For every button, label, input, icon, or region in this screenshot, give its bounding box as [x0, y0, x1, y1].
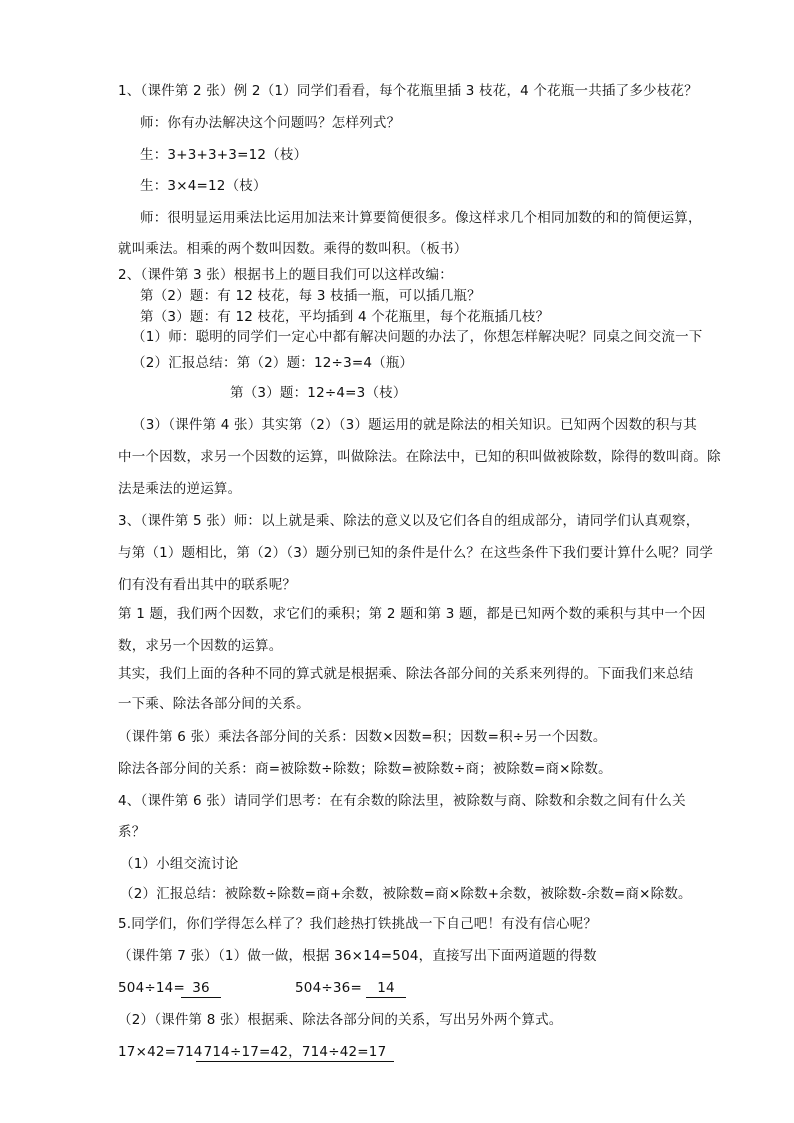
paragraph-line: 第（3）题：12÷4=3（枝）: [230, 385, 407, 401]
paragraph-line: （课件第 7 张）（1）做一做，根据 36×14=504，直接写出下面两道题的得数: [118, 948, 597, 964]
paragraph-line: 与第（1）题相比，第（2）（3）题分别已知的条件是什么？在这些条件下我们要计算什么呢？同学: [118, 545, 714, 561]
paragraph-line: 3、（课件第 5 张）师：以上就是乘、除法的意义以及它们各自的组成部分，请同学们认真观察，: [118, 513, 700, 529]
paragraph-line: 数，求另一个因数的运算。: [118, 638, 283, 654]
paragraph-line: 生：3+3+3+3=12（枝）: [140, 147, 308, 163]
paragraph-line: 生：3×4=12（枝）: [140, 178, 267, 194]
paragraph-line: 系？: [118, 824, 146, 840]
paragraph-line: （2）（课件第 8 张）根据乘、除法各部分间的关系，写出另外两个算式。: [118, 1012, 563, 1028]
exercise-question: 504÷14=: [118, 980, 185, 996]
paragraph-line: 2、（课件第 3 张）根据书上的题目我们可以这样改编：: [118, 267, 453, 283]
paragraph-line: 们有没有看出其中的联系呢？: [118, 577, 297, 593]
paragraph-line: （2）汇报总结：第（2）题：12÷3=4（瓶）: [132, 355, 414, 371]
answer-blank: 714÷17=42，714÷42=17: [196, 1043, 394, 1062]
paragraph-line: 第（3）题：有 12 枝花，平均插到 4 个花瓶里，每个花瓶插几枝？: [140, 309, 550, 325]
paragraph-line: 其实，我们上面的各种不同的算式就是根据乘、除法各部分间的关系来列得的。下面我们来总结: [118, 666, 694, 682]
paragraph-line: 1、（课件第 2 张）例 2（1）同学们看看，每个花瓶里插 3 枝花，4 个花瓶一共插了多少枝花？: [118, 83, 698, 99]
paragraph-line: 师：很明显运用乘法比运用加法来计算要简便很多。像这样求几个相同加数的和的简便运算，: [140, 210, 702, 226]
exercise-answer: [181, 978, 221, 998]
exercise-question: 17×42=714: [118, 1044, 203, 1060]
exercise-question: 504÷36=: [295, 980, 362, 996]
answer-blank: 36: [181, 979, 221, 998]
paragraph-line: 4、（课件第 6 张）请同学们思考：在有余数的除法里，被除数与商、除数和余数之间有什么关: [118, 793, 686, 809]
paragraph-line: （1）小组交流讨论: [120, 856, 239, 872]
paragraph-line: 中一个因数，求另一个因数的运算，叫做除法。在除法中，已知的积叫做被除数，除得的数叫商。除: [118, 449, 721, 465]
paragraph-line: 就叫乘法。相乘的两个数叫因数。乘得的数叫积。（板书）: [118, 241, 468, 257]
paragraph-line: 除法各部分间的关系：商=被除数÷除数；除数=被除数÷商；被除数=商×除数。: [118, 761, 612, 777]
paragraph-line: 5.同学们，你们学得怎么样了？我们趁热打铁挑战一下自己吧！有没有信心呢？: [118, 916, 598, 932]
paragraph-line: （课件第 6 张）乘法各部分间的关系：因数×因数=积；因数=积÷另一个因数。: [118, 729, 607, 745]
paragraph-line: （3）（课件第 4 张）其实第（2）（3）题运用的就是除法的相关知识。已知两个因数的积与其: [132, 417, 697, 433]
paragraph-line: 第 1 题，我们两个因数，求它们的乘积；第 2 题和第 3 题，都是已知两个数的乘积与其中一个因: [118, 606, 706, 622]
paragraph-line: （1）师：聪明的同学们一定心中都有解决问题的办法了，你想怎样解决呢？同桌之间交流一下: [132, 329, 703, 345]
paragraph-line: 一下乘、除法各部分间的关系。: [118, 696, 310, 712]
paragraph-line: 法是乘法的逆运算。: [118, 481, 242, 497]
exercise-answer: [366, 978, 406, 998]
paragraph-line: 第（2）题：有 12 枝花，每 3 枝插一瓶，可以插几瓶？: [140, 288, 481, 304]
paragraph-line: 师：你有办法解决这个问题吗？怎样列式？: [140, 115, 401, 131]
exercise-answer: [196, 1042, 394, 1062]
answer-blank: 14: [366, 979, 406, 998]
paragraph-line: （2）汇报总结：被除数÷除数=商+余数，被除数=商×除数+余数，被除数-余数=商×除数。: [120, 886, 692, 902]
